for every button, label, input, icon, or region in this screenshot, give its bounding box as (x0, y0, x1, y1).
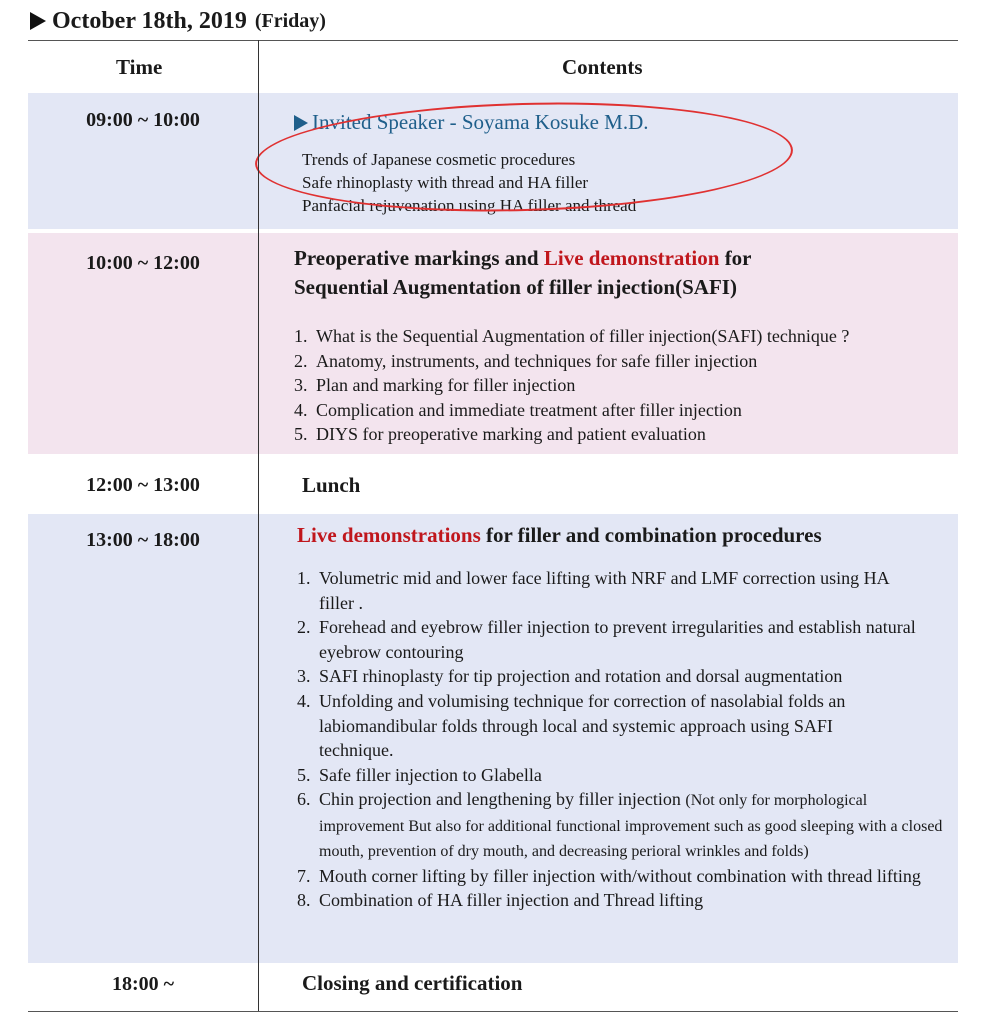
item-text: Safe filler injection to Glabella (319, 764, 542, 785)
item-number: 6. (297, 789, 311, 810)
item-text: Unfolding and volumising technique for correction of nasolabial folds an labiomandibular folds through local and systemic approach using SAFI technique. (319, 690, 846, 761)
topic-item: Safe rhinoplasty with thread and HA filler (302, 172, 589, 192)
session-time: 13:00 ~ 18:00 (86, 529, 200, 551)
session-content (294, 110, 950, 217)
list-item (294, 398, 950, 423)
item-number: 8. (297, 890, 311, 911)
list-item (297, 664, 950, 689)
session-content (294, 244, 950, 447)
table-bottom-rule (28, 1011, 958, 1012)
schedule-row-session5 (28, 965, 958, 1009)
item-number: 4. (294, 399, 308, 420)
invited-speaker (294, 110, 950, 135)
session-title (294, 244, 950, 273)
item-text: Anatomy, instruments, and techniques for safe filler injection (316, 350, 758, 371)
column-header-time: Time (116, 55, 163, 79)
list-item (297, 566, 950, 615)
schedule-row-session1 (28, 93, 958, 229)
item-text: What is the Sequential Augmentation of filler injection(SAFI) technique ? (316, 326, 850, 346)
list-item (294, 422, 950, 447)
invited-speaker-label: Invited Speaker - Soyama Kosuke M.D. (312, 110, 649, 134)
item-number: 1. (294, 326, 308, 346)
item-text: Mouth corner lifting by filler injection with/without combination with thread lifting (319, 865, 921, 886)
play-triangle-icon (30, 12, 46, 30)
item-note: (Not only for morphological improvement But also for additional functional improvement such as good sleeping with a closed mouth, prevention of dry mouth, and decreasing perioral wrinkles and folds) (319, 792, 943, 861)
session-item-list (294, 324, 950, 447)
item-text: Combination of HA filler injection and Thread lifting (319, 890, 704, 911)
item-number: 2. (297, 617, 311, 638)
list-item (294, 349, 950, 374)
session-title: Closing and certification (302, 971, 523, 995)
table-top-rule (28, 40, 958, 41)
title-highlight: Live demonstrations (297, 523, 481, 547)
list-item (297, 689, 950, 763)
item-number: 7. (297, 865, 311, 886)
title-highlight: Live demonstration (543, 246, 720, 270)
column-divider (258, 40, 259, 1011)
session-time: 18:00 ~ (111, 973, 175, 995)
session-title: Lunch (302, 473, 361, 497)
list-item (297, 864, 950, 889)
item-text: Volumetric mid and lower face lifting with NRF and LMF correction using HA filler . (319, 568, 889, 613)
session-time: 10:00 ~ 12:00 (86, 252, 200, 274)
schedule-row-session4 (28, 514, 958, 963)
title-text: for filler and combination procedures (480, 523, 822, 547)
session-title (297, 521, 950, 550)
title-text: for (719, 246, 752, 270)
heading-date: October 18th, 2019 (52, 7, 247, 34)
list-item (297, 888, 950, 913)
item-number: 3. (297, 666, 311, 687)
session-time: 09:00 ~ 10:00 (86, 109, 200, 131)
topic-item: Panfacial rejuvenation using HA filler and thread (302, 195, 637, 215)
list-item (294, 324, 950, 349)
schedule-row-session2 (28, 233, 958, 454)
item-number: 2. (294, 350, 308, 371)
item-text: Plan and marking for filler injection (316, 375, 576, 396)
title-text: Preoperative markings and (294, 246, 544, 270)
list-item (294, 373, 950, 398)
session-item-list (297, 566, 950, 913)
item-number: 4. (297, 690, 311, 711)
item-main-text: Chin projection and lengthening by filler injection (319, 789, 686, 810)
item-text: DIYS for preoperative marking and patient evaluation (316, 424, 706, 445)
speaker-topics (302, 149, 950, 217)
session-content (297, 521, 950, 913)
heading-day: (Friday) (254, 9, 326, 32)
item-text: SAFI rhinoplasty for tip projection and rotation and dorsal augmentation (319, 666, 843, 687)
schedule-row-session3 (28, 458, 958, 512)
item-number: 5. (294, 424, 308, 445)
item-text: Forehead and eyebrow filler injection to prevent irregularities and establish natural eyebrow contouring (319, 617, 916, 662)
item-text: Complication and immediate treatment after filler injection (316, 399, 742, 420)
schedule-heading (30, 4, 326, 38)
column-header-contents: Contents (562, 55, 643, 79)
play-triangle-icon (294, 115, 308, 131)
item-text (319, 787, 950, 864)
session-content (302, 471, 950, 500)
item-number: 5. (297, 764, 311, 785)
list-item (297, 787, 950, 864)
session-time: 12:00 ~ 13:00 (86, 474, 200, 496)
item-number: 1. (297, 568, 311, 588)
session-title-line2: Sequential Augmentation of filler injection(SAFI) (294, 275, 737, 299)
list-item (297, 615, 950, 664)
topic-item: Trends of Japanese cosmetic procedures (302, 150, 576, 169)
item-number: 3. (294, 375, 308, 396)
session-content (302, 969, 950, 998)
list-item (297, 763, 950, 788)
